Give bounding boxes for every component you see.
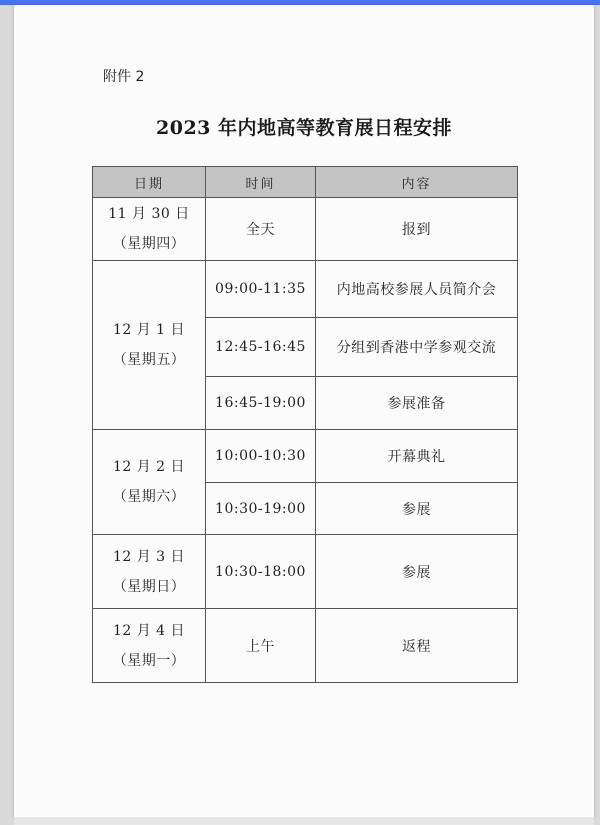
document-title: 2023 年内地高等教育展日程安排 [156, 117, 452, 139]
time-cell: 12:45-16:45 [206, 318, 316, 377]
table-row [93, 198, 518, 261]
weekday-text: （星期日） [112, 578, 186, 595]
time-cell: 10:00-10:30 [206, 430, 316, 483]
weekday-text: （星期六） [112, 489, 186, 505]
time-cell: 上午 [206, 609, 316, 683]
content-cell: 分组到香港中学参观交流 [316, 318, 518, 377]
table-row [93, 609, 518, 683]
time-cell: 10:30-19:00 [206, 483, 316, 535]
content-cell: 参展 [316, 483, 518, 535]
weekday-text: （星期五） [112, 352, 186, 368]
header-content: 内容 [316, 167, 518, 198]
date-text: 12 月 2 日 [112, 459, 186, 475]
content-cell: 报到 [316, 198, 518, 261]
page-bottom-edge [14, 817, 594, 825]
time-cell: 09:00-11:35 [206, 261, 316, 318]
date-cell [93, 535, 206, 609]
date-text: 12 月 1 日 [112, 322, 186, 338]
date-cell [93, 198, 206, 261]
header-time: 时间 [206, 167, 316, 198]
table-row [93, 535, 518, 609]
header-date: 日期 [93, 167, 206, 198]
table-row [93, 261, 518, 318]
table-row [93, 430, 518, 483]
date-text: 12 月 4 日 [112, 622, 186, 639]
content-cell: 参展准备 [316, 377, 518, 430]
content-cell: 开幕典礼 [316, 430, 518, 483]
content-cell: 参展 [316, 535, 518, 609]
date-cell [93, 430, 206, 535]
schedule-table [92, 166, 518, 683]
date-text: 11 月 30 日 [108, 206, 190, 222]
time-cell: 全天 [206, 198, 316, 261]
date-text: 12 月 3 日 [112, 548, 186, 565]
content-cell: 内地高校参展人员简介会 [316, 261, 518, 318]
content-cell: 返程 [316, 609, 518, 683]
date-cell [93, 609, 206, 683]
time-cell: 10:30-18:00 [206, 535, 316, 609]
weekday-text: （星期四） [112, 236, 186, 252]
time-cell: 16:45-19:00 [206, 377, 316, 430]
date-cell [93, 261, 206, 430]
weekday-text: （星期一） [112, 652, 186, 669]
attachment-label: 附件 2 [103, 69, 145, 85]
table-header-row [93, 167, 518, 198]
